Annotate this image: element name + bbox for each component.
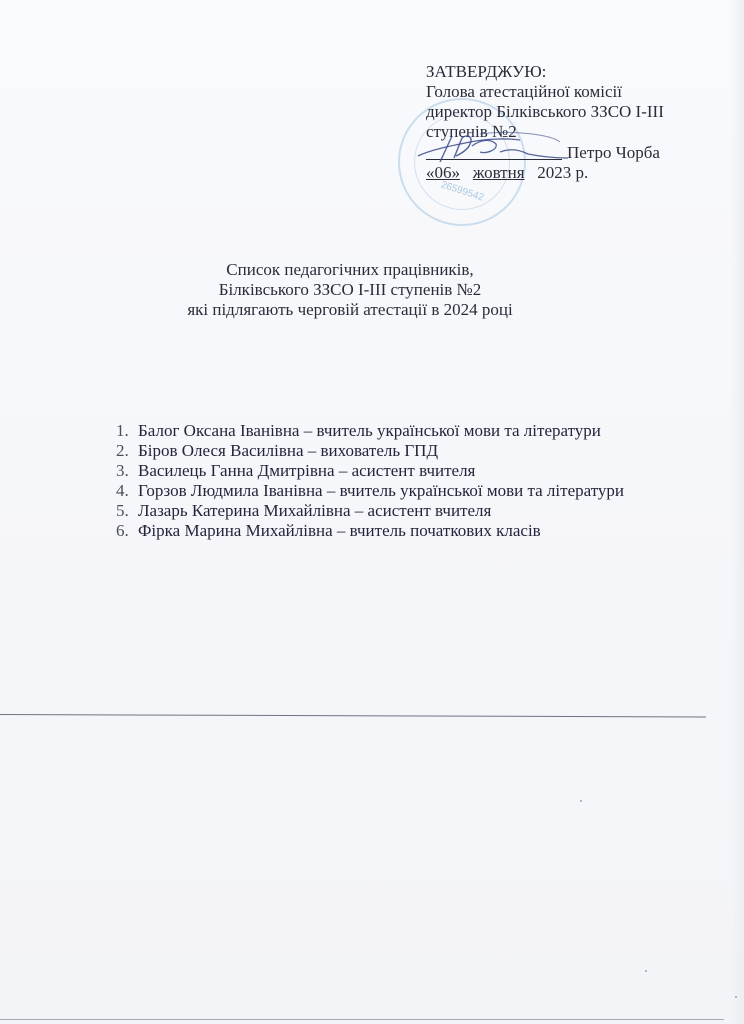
title-line3: які підлягають черговій атестації в 2024 році (187, 300, 513, 319)
list-item-text: Балог Оксана Іванівна – вчитель української мови та літератури (138, 421, 601, 440)
horizontal-divider (0, 714, 706, 717)
list-item (116, 441, 624, 461)
date-month: жовтня (472, 163, 525, 182)
list-item-number: 4. (116, 481, 129, 500)
list-item-text: Фірка Марина Михайлівна – вчитель початкових класів (138, 521, 541, 540)
document-title (150, 260, 550, 320)
scan-speck (645, 970, 647, 972)
list-item-text: Лазарь Катерина Михайлівна – асистент вчителя (138, 501, 492, 520)
list-item (116, 461, 624, 481)
approval-position-line3: ступенів №2 (426, 122, 517, 141)
signatory-name: Петро Чорба (567, 143, 660, 162)
date-day: «06» (426, 163, 460, 182)
list-item-text: Біров Олеся Василівна – вихователь ГПД (138, 441, 439, 460)
title-line2: Білківського ЗЗСО І-ІІІ ступенів №2 (218, 280, 482, 299)
list-item-number: 3. (116, 461, 129, 480)
bottom-edge-line (0, 1019, 724, 1020)
list-item (116, 421, 624, 441)
date-year: 2023 р. (537, 163, 589, 182)
approval-position-line1: Голова атестаційної комісії (426, 82, 622, 101)
list-item-number: 2. (116, 441, 129, 460)
title-line1: Список педагогічних працівників, (226, 260, 474, 279)
list-item (116, 501, 624, 521)
handwritten-signature-icon (410, 128, 570, 168)
list-item (116, 521, 624, 541)
scan-speck (580, 800, 582, 802)
list-item-text: Василець Ганна Дмитрівна – асистент вчителя (138, 461, 476, 480)
staff-list (116, 421, 624, 541)
approval-position-line2: директор Білківського ЗЗСО І-ІІІ (426, 102, 664, 121)
list-item-text: Горзов Людмила Іванівна – вчитель української мови та літератури (138, 481, 625, 500)
approval-heading: ЗАТВЕРДЖУЮ: (426, 62, 547, 81)
scan-speck (735, 996, 737, 998)
stamp-code: 26599542 (439, 179, 486, 204)
list-item-number: 6. (116, 521, 129, 540)
list-item (116, 481, 624, 501)
list-item-number: 1. (116, 421, 129, 440)
list-item-number: 5. (116, 501, 129, 520)
page-edge-shadow (730, 0, 744, 1024)
